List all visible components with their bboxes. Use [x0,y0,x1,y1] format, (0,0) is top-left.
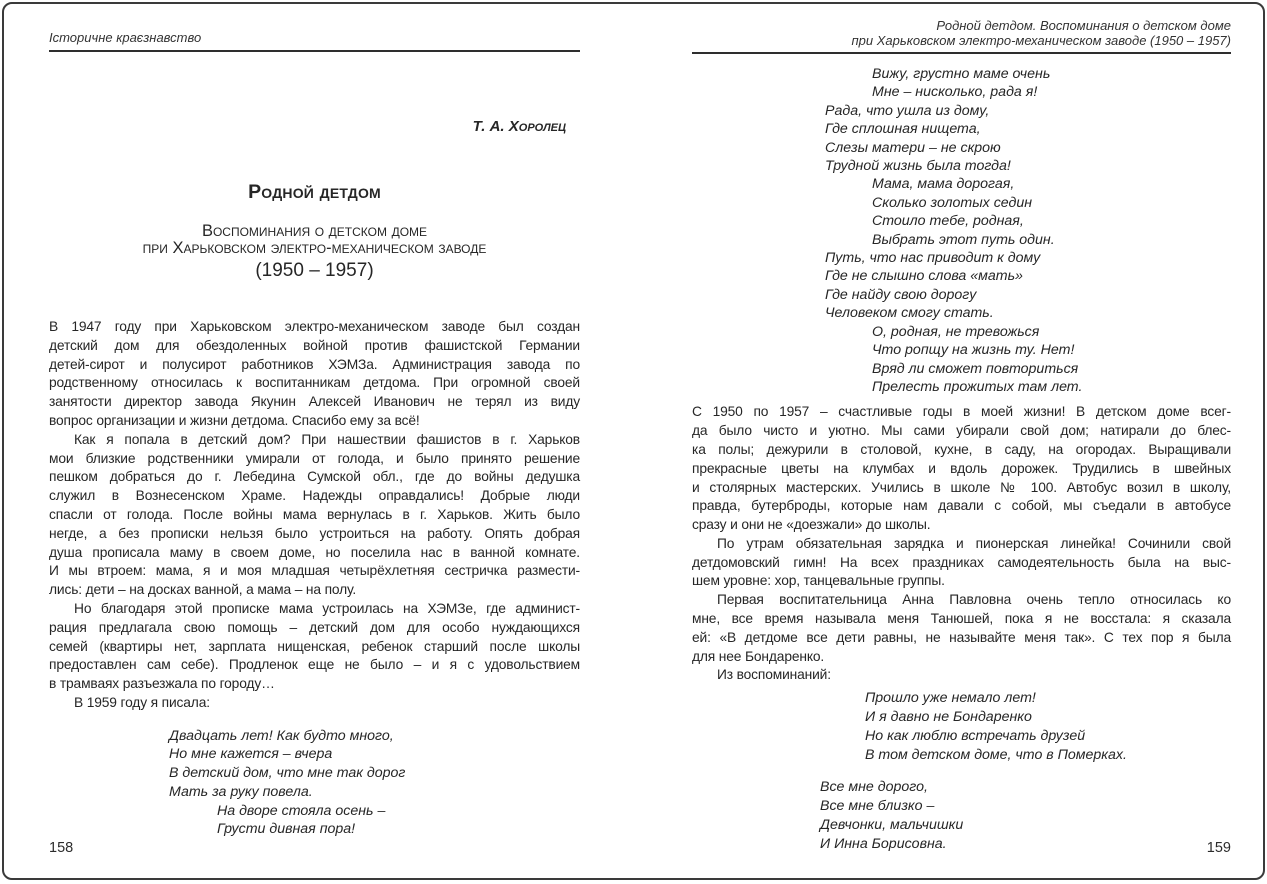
paragraph [692,535,1231,591]
poem-line: Человеком смогу стать. [825,305,994,322]
text-line: В 1959 году я писала: [74,694,210,710]
text-line: И мы втроем: мама, я и моя младшая четырёхлетняя сестричка размести- [49,563,580,579]
poem-line: И Инна Борисовна. [820,836,947,853]
poem-line: Прошло уже немало лет! [865,690,1036,707]
poem-line: Рада, что ушла из дому, [825,102,990,119]
poem-line: Выбрать этот путь один. [872,231,1055,248]
text-line: спасли от голода. После войны мама вернулась в г. Харьков. Жить было [49,506,580,522]
body-text-right [692,403,1231,666]
poem-line: Все мне близко – [820,798,935,815]
poem-line: Прелесть прожитых там лет. [872,378,1083,395]
text-line: детдомовский гимн! На всех праздниках самодеятельность была на выс- [692,554,1231,570]
poem-line: Слезы матери – не скрою [825,139,1001,156]
text-line: родственному относилась к воспитанникам детдома. При огромной своей [49,375,580,391]
text-line: Первая воспитательница Анна Павловна очень тепло относилась ко [717,592,1231,608]
text-line: прекрасные цветы на клумбах и вдоль дорожек. Трудились в швейных [692,460,1231,476]
paragraph [49,318,580,431]
poem-line: Мне – нисколько, рада я! [872,84,1038,101]
poem-right-top [692,65,1231,396]
running-head-right [692,18,1231,54]
poem-line: Стоило тебе, родная, [872,213,1024,230]
text-line: лись: дети – на досках ванной, а мама – на полу. [49,582,357,598]
poem-line: Вижу, грустно маме очень [872,66,1051,82]
body-text-left [49,318,580,713]
article-subtitle-line1: Воспоминания о детском доме [201,222,428,240]
poem-line: Все мне дорого, [820,779,928,796]
paragraph [49,694,580,713]
poem-line: Сколько золотых седин [872,194,1033,211]
poem-line: Путь, что нас приводит к дому [825,250,1041,267]
article-title: Родной детдом [248,181,381,203]
poem-line: На дворе стояла осень – [217,802,386,819]
text-line: детей-сирот и полусирот работников ХЭМЗа. Администрация завода по [49,356,580,372]
article-subtitle-line2: при Харьковском электро-механическом заводе [142,239,487,257]
text-line: служил в Вознесенском Храме. Надежды оправдались! Добрые люди [49,488,580,504]
poem-line: В детский дом, что мне так дорог [169,765,406,782]
text-line: и столярных мастерских. Учились в школе № 100. Автобус возил в школу, [692,479,1231,495]
page-number-right: 159 [1206,840,1231,856]
text-line: Но благодаря этой прописке мама устроилась на ХЭМЗе, где админист- [74,600,580,616]
text-line: В 1947 году при Харьковском электро-механическом заводе был создан [49,319,580,334]
text-line: семей (квартиры нет, зарплата нищенская, ребенок старший после школы [49,638,580,654]
memories-label: Из воспоминаний: [717,667,831,683]
poem-line: Двадцать лет! Как будто много, [169,727,394,744]
text-line: ка полы; дежурили в столовой, кухне, в саду, на огородах. Выращивали [692,441,1231,457]
text-line: Как я попала в детский дом? При нашествии фашистов в г. Харьков [74,431,580,447]
text-line: вопрос организации и жизни детдома. Спасибо ему за всё! [49,412,420,428]
poem-right-bottom [692,778,1231,854]
poem-right-mid [692,689,1231,765]
poem-line: Но мне кажется – вчера [169,746,333,763]
text-line: С 1950 по 1957 – счастливые годы в моей жизни! В детском доме всег- [692,404,1231,420]
page-left [49,4,580,878]
article-years: (1950 – 1957) [255,260,374,281]
text-line: в трамваях разъезжала по городу… [49,676,275,692]
paragraph [49,600,580,694]
text-line: для нее Бондаренко. [692,648,825,664]
book-spread [2,2,1265,880]
poem-line: И я давно не Бондаренко [865,709,1032,726]
text-line: душа прописала маму в своем доме, но поселила нас в ванной комнате. [49,544,580,560]
text-line: предоставлен сам себе). Продленок еще не было – и я с удовольствием [49,657,580,673]
paragraph [692,591,1231,666]
text-line: детский дом для обездоленных войной против фашистской Германии [49,337,580,353]
poem-line: В том детском доме, что в Померках. [865,747,1127,764]
poem-line: Где сплошная нищета, [825,121,981,138]
running-head-left [49,30,580,52]
poem-line: Грусти дивная пора! [217,821,356,838]
poem-line: Девчонки, мальчишки [820,817,964,834]
running-head-left-text: Історичне краєзнавство [49,30,202,45]
text-line: ей: «В детдоме все дети равны, не называйте меня так». С тех пор я была [692,629,1231,645]
text-line: шем уровне: хор, танцевальные группы. [692,573,945,589]
text-line: да было чисто и уютно. Мы сами убирали свой дом; натирали до блес- [692,423,1231,439]
running-head-right-line2: при Харьковском электро-механическом заводе (1950 – 1957) [851,33,1231,48]
poem-left [49,727,580,839]
poem-line: Где не слышно слова «мать» [825,268,1023,285]
text-line: мне, все время называла меня Танюшей, пока я не восстала: я сказала [692,611,1231,627]
article-author: Т. А. Хоролец [472,118,566,135]
page-right [692,4,1231,878]
poem-line: Что ропщу на жизнь ту. Нет! [872,342,1075,359]
text-line: По утрам обязательная зарядка и пионерская линейка! Сочинили свой [717,535,1231,551]
paragraph [692,403,1231,535]
poem-line: Где найду свою дорогу [825,286,977,303]
poem-line: Мама, мама дорогая, [872,176,1015,193]
page-number-left: 158 [49,840,74,856]
poem-line: О, родная, не тревожься [872,323,1040,340]
poem-line: Трудной жизнь была тогда! [825,158,1011,175]
paragraph [49,431,580,600]
text-line: сразу и они не «доезжали» до школы. [692,517,931,533]
poem-line: Но как люблю встречать друзей [865,728,1086,745]
running-head-right-line1: Родной детдом. Воспоминания о детском доме [936,18,1231,33]
text-line: мои близкие родственники умирали от голода, и было принято решение [49,450,580,466]
text-line: негде, а без прописки нельзя было устроиться на работу. Опять добрая [49,525,580,541]
text-line: рация предлагала свою помощь – детский дом для особо нуждающихся [49,619,580,635]
text-line: занятости директор завода Якунин Алексей Иванович не терял из виду [49,394,580,410]
text-line: правда, бутерброды, которые нам давали с собой, мы съедали в автобусе [692,498,1231,514]
poem-line: Вряд ли сможет повториться [872,360,1079,377]
text-line: пешком добраться до г. Лебедина Сумской обл., где до войны дедушка [49,469,580,485]
poem-line: Мать за руку повела. [169,783,313,800]
